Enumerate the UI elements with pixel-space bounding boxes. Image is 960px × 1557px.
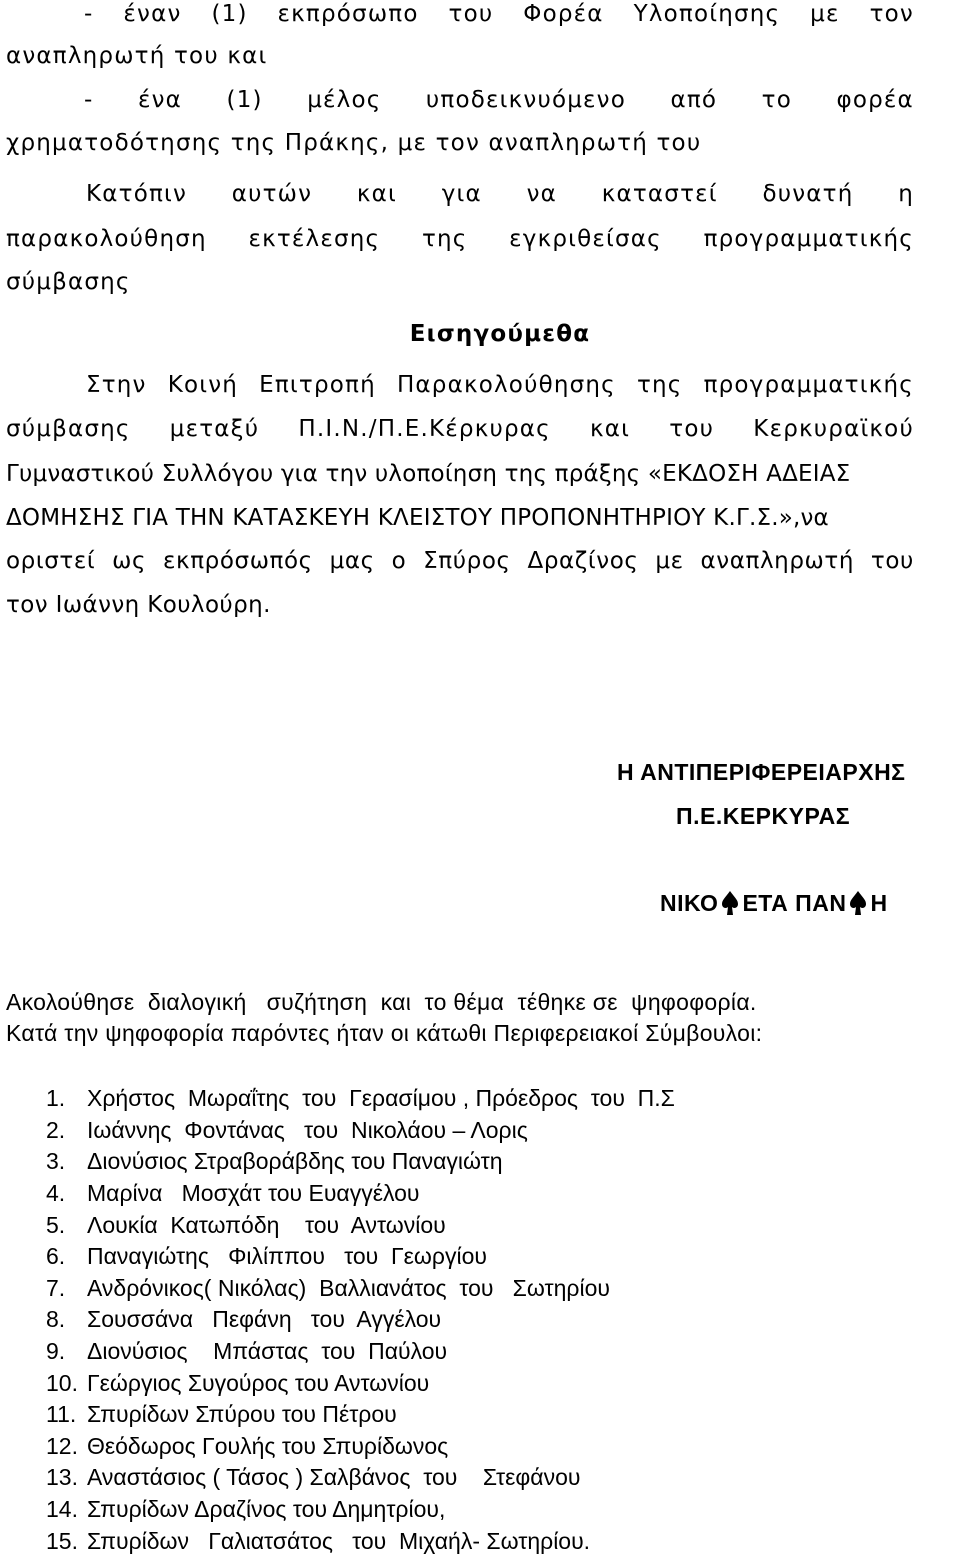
word: και (356, 181, 398, 207)
word: (1) (211, 1, 248, 27)
para3-line1 (86, 180, 914, 208)
para3-line2 (6, 225, 914, 253)
word: της (636, 372, 683, 398)
para4-line4: ΔΟΜΗΣΗΣ ΓΙΑ ΤΗΝ ΚΑΤΑΣΚΕΥΗ ΚΛΕΙΣΤΟΥ ΠΡΟΠΟΝΗΤΗΡΙΟΥ Κ.Γ.Σ.»,να (6, 505, 829, 531)
list-number: 14. (46, 1496, 78, 1523)
list-number: 9. (46, 1338, 66, 1365)
word: αναπληρωτή (700, 548, 855, 574)
word: εγκριθείσας (509, 226, 662, 252)
vote-intro-line2: Κατά την ψηφοφορία παρόντες ήταν οι κάτωθι Περιφερειακοί Σύμβουλοι: (6, 1020, 763, 1046)
list-item (46, 1336, 675, 1368)
word: προγραμματικής (703, 372, 914, 398)
list-number: 15. (46, 1527, 78, 1554)
councillor-name: Αναστάσιος ( Τάσος ) Σαλβάνος του Στεφάνου (87, 1464, 581, 1491)
word: Επιτροπή (259, 372, 376, 398)
heading-eisigoumetha: Εισηγούμεθα (409, 321, 591, 347)
word: φορέα (836, 87, 914, 113)
para4-line1 (86, 371, 914, 399)
list-number: 2. (46, 1116, 66, 1143)
list-item (46, 1399, 675, 1431)
word: από (670, 87, 718, 113)
word: μέλος (307, 87, 382, 113)
signature-title: Η ΑΝΤΙΠΕΡΙΦΕΡΕΙΑΡΧΗΣ (617, 759, 906, 785)
word: της (421, 226, 468, 252)
para1-line1 (84, 0, 914, 28)
list-item (46, 1241, 675, 1273)
list-item (46, 1367, 675, 1399)
bullet-glyph-icon (718, 889, 742, 917)
word: με (810, 1, 840, 27)
word: σύμβασης (6, 416, 131, 442)
list-number: 10. (46, 1369, 78, 1396)
list-number: 5. (46, 1211, 66, 1238)
word: εκτέλεσης (248, 226, 381, 252)
councillor-name: Σουσσάνα Πεφάνη του Αγγέλου (87, 1306, 442, 1333)
word: Υλοποίησης (633, 1, 781, 27)
word: έναν (123, 1, 182, 27)
word: για (441, 181, 482, 207)
list-number: 13. (46, 1464, 78, 1491)
list-item (46, 1083, 675, 1115)
signature-unit: Π.Ε.ΚΕΡΚΥΡΑΣ (676, 803, 851, 829)
word: Παρακολούθησης (396, 372, 616, 398)
word: η (898, 181, 914, 207)
word: προγραμματικής (703, 226, 914, 252)
word: δυνατή (762, 181, 854, 207)
councillor-name: Γεώργιος Συγούρος του Αντωνίου (87, 1369, 430, 1396)
list-item (46, 1115, 675, 1147)
para4-line2 (6, 415, 914, 443)
word: του (669, 416, 715, 442)
word: Κατόπιν (86, 181, 188, 207)
word: - (84, 1, 94, 27)
list-item (46, 1525, 675, 1557)
word: ένα (137, 87, 183, 113)
word: το (761, 87, 792, 113)
councillor-name: Σπυρίδων Δραζίνος του Δημητρίου, (87, 1496, 446, 1523)
word: Φορέα (523, 1, 604, 27)
list-number: 3. (46, 1148, 66, 1175)
councillor-name: Σπυρίδων Γαλιατσάτος του Μιχαήλ- Σωτηρίου. (87, 1527, 591, 1554)
councillor-name: Σπυρίδων Σπύρου του Πέτρου (87, 1401, 397, 1428)
list-item (46, 1494, 675, 1526)
word: και (590, 416, 631, 442)
councillor-name: Λουκία Κατωπόδη του Αντωνίου (87, 1211, 446, 1238)
para4-line5 (6, 547, 914, 575)
word: (1) (226, 87, 263, 113)
para3-line3: σύμβασης (6, 269, 131, 295)
list-number: 4. (46, 1180, 66, 1207)
councillors-list (46, 1083, 675, 1557)
para2-line1 (84, 86, 914, 114)
councillor-name: Θεόδωρος Γουλής του Σπυρίδωνος (87, 1432, 449, 1459)
list-number: 11. (46, 1401, 77, 1428)
list-number: 6. (46, 1243, 66, 1270)
word: υποδεικνυόμενο (425, 87, 627, 113)
list-item (46, 1146, 675, 1178)
councillor-name: Παναγιώτης Φιλίππου του Γεωργίου (87, 1243, 487, 1270)
councillor-name: Διονύσιος Στραβοράβδης του Παναγιώτη (87, 1148, 503, 1175)
word: τον (869, 1, 914, 27)
list-item (46, 1431, 675, 1463)
word: ο (391, 548, 407, 574)
list-number: 7. (46, 1274, 66, 1301)
word: εκπρόσωπο (277, 1, 419, 27)
word: του (870, 548, 914, 574)
para2-line2: χρηματοδότησης της Πράκης, με τον αναπληρωτή του (6, 130, 702, 156)
name-part: Η (870, 890, 888, 916)
name-part: ΕΤΑ ΠΑΝ (742, 890, 847, 916)
word: Π.Ι.Ν./Π.Ε.Κέρκυρας (298, 416, 551, 442)
word: Κερκυραϊκού (753, 416, 914, 442)
list-item (46, 1273, 675, 1305)
word: Κοινή (167, 372, 239, 398)
signature-name (660, 889, 888, 917)
word: μας (329, 548, 375, 574)
word: αυτών (231, 181, 313, 207)
councillor-name: Διονύσιος Μπάστας του Παύλου (87, 1338, 448, 1365)
list-item (46, 1209, 675, 1241)
para1-line2: αναπληρωτή του και (6, 43, 268, 69)
word: του (448, 1, 494, 27)
list-number: 1. (46, 1085, 66, 1112)
para4-line3: Γυμναστικού Συλλόγου για την υλοποίηση της πράξης «ΕΚΔΟΣΗ ΑΔΕΙΑΣ (6, 461, 851, 487)
word: να (526, 181, 558, 207)
councillor-name: Χρήστος Μωραΐτης του Γερασίμου , Πρόεδρος του Π.Σ (87, 1085, 675, 1112)
word: εκπρόσωπός (163, 548, 313, 574)
name-part: ΝΙΚΟ (660, 890, 719, 916)
councillor-name: Ιωάννης Φοντάνας του Νικολάου – Λορις (87, 1116, 528, 1143)
word: ως (112, 548, 147, 574)
councillor-name: Ανδρόνικος( Νικόλας) Βαλλιανάτος του Σωτηρίου (87, 1274, 610, 1301)
para4-line6: τον Ιωάννη Κουλούρη. (6, 592, 271, 618)
list-item (46, 1304, 675, 1336)
word: καταστεί (601, 181, 718, 207)
word: παρακολούθηση (6, 226, 207, 252)
vote-intro-line1: Ακολούθησε διαλογική συζήτηση και το θέμα τέθηκε σε ψηφοφορία. (6, 989, 757, 1015)
list-number: 8. (46, 1306, 66, 1333)
bullet-glyph-icon (846, 889, 870, 917)
councillor-name: Μαρίνα Μοσχάτ του Ευαγγέλου (87, 1180, 420, 1207)
word: Δραζίνος (527, 548, 639, 574)
word: Σπύρος (423, 548, 511, 574)
word: Στην (86, 372, 147, 398)
word: με (655, 548, 684, 574)
list-item (46, 1178, 675, 1210)
list-number: 12. (46, 1432, 78, 1459)
list-item (46, 1462, 675, 1494)
word: - (84, 87, 94, 113)
word: οριστεί (6, 548, 96, 574)
word: μεταξύ (169, 416, 260, 442)
